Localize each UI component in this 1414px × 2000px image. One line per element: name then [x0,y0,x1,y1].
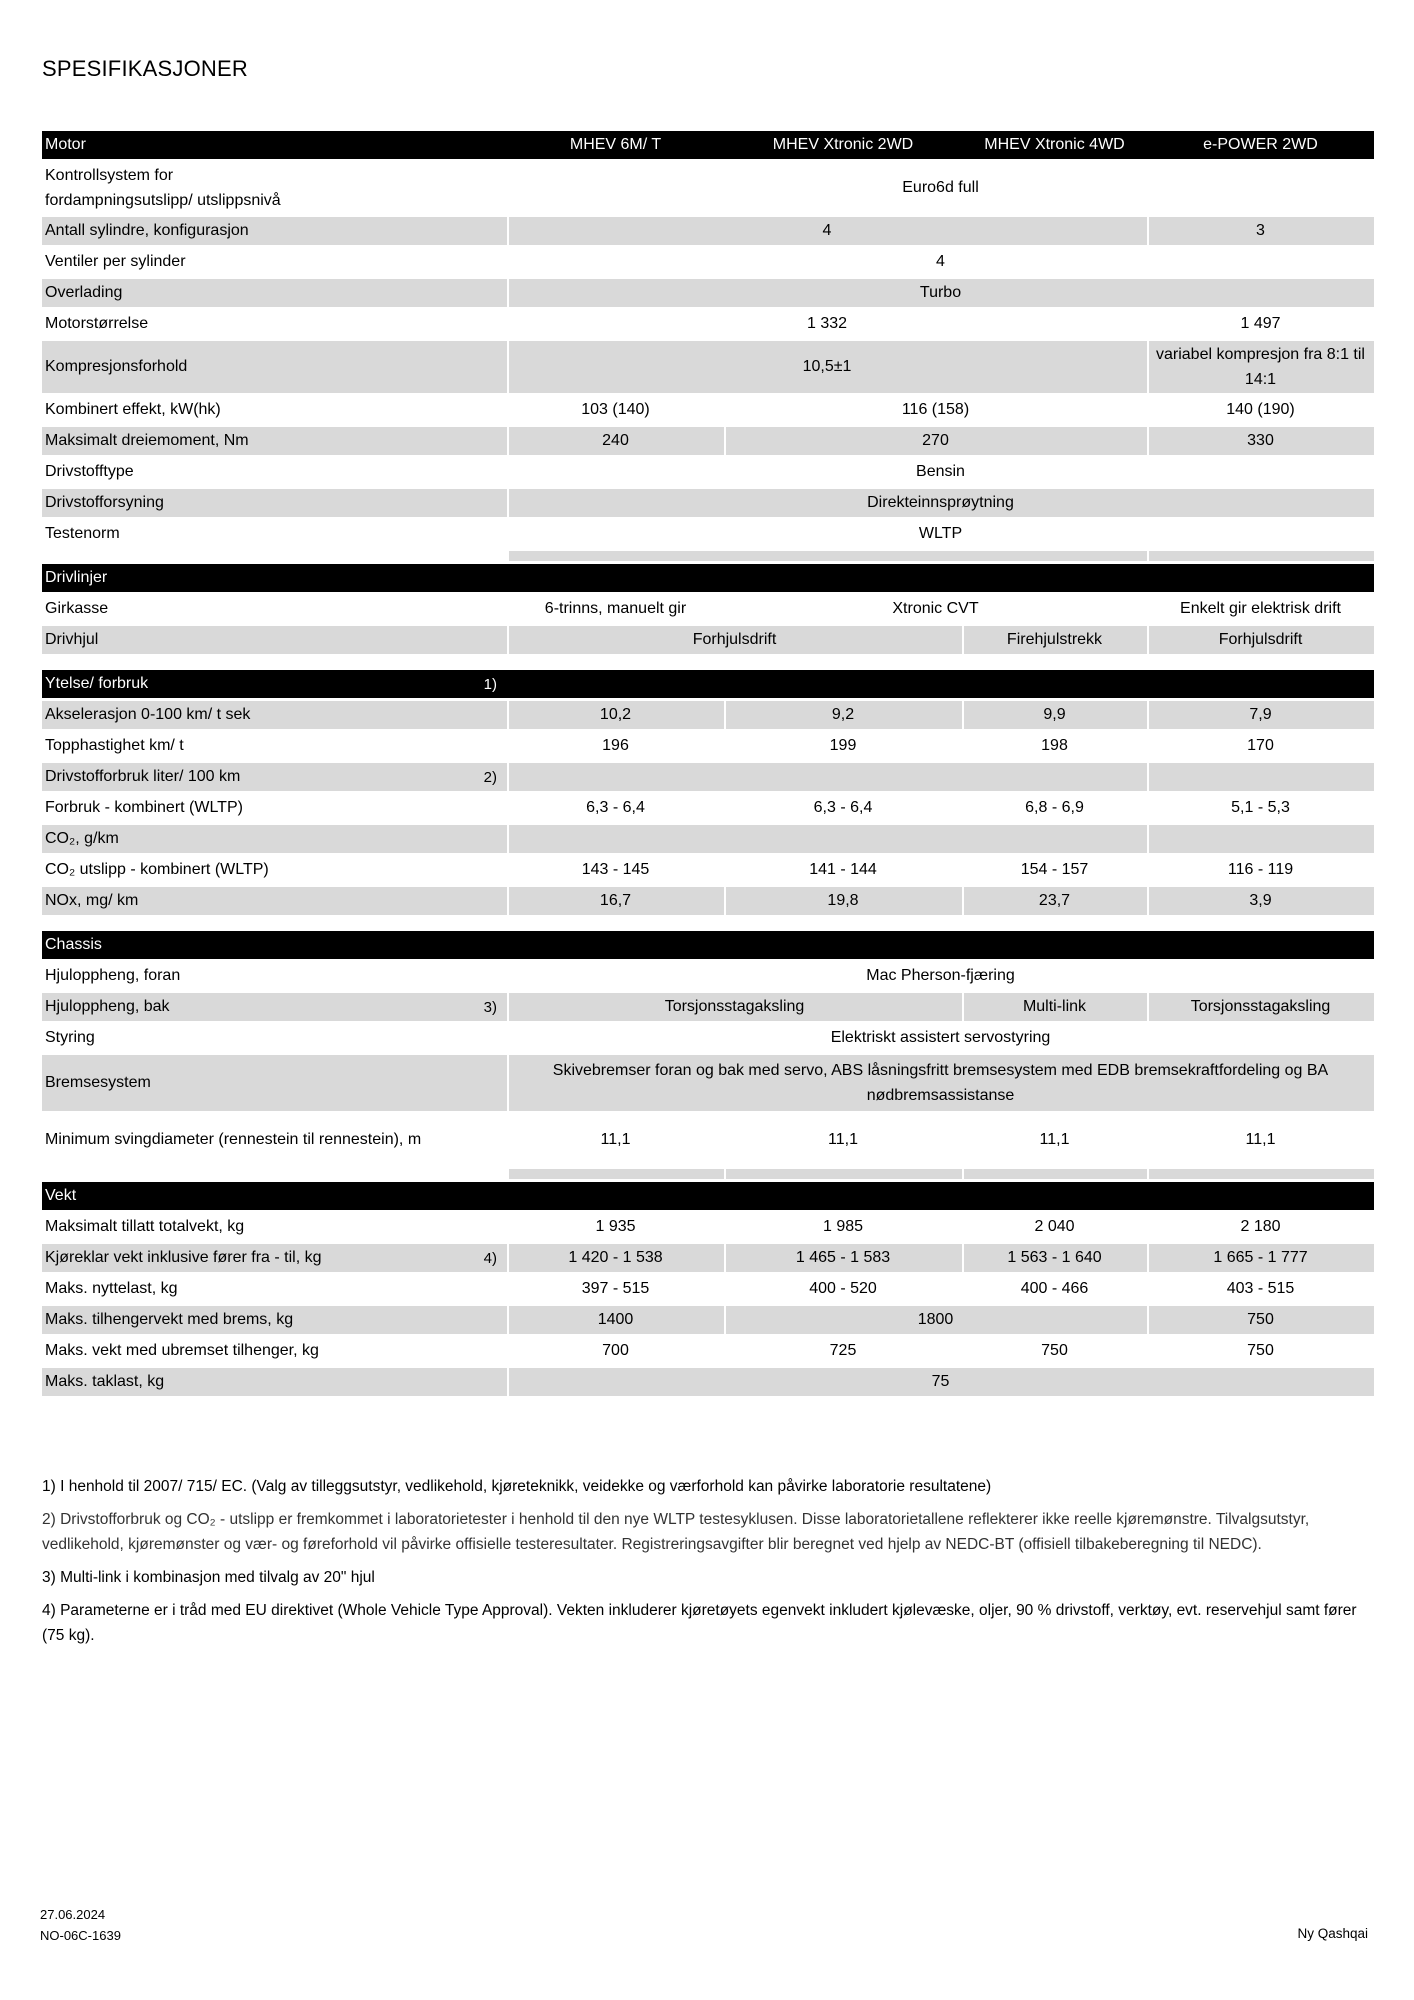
footnote-ref: 3) [472,993,507,1021]
cell-value: Enkelt gir elektrisk drift [1180,600,1341,617]
cell-value: 1 332 [806,315,848,332]
cell-value: 270 [724,427,1147,455]
cell-value: 750 [1247,1342,1274,1359]
cell-value: Multi-link [962,993,1147,1021]
cell-value: 700 [602,1342,629,1359]
row-label: NOx, mg/ km [42,887,507,915]
table-row [42,1306,1374,1334]
cell-value: 198 [1041,737,1068,754]
cell-value: 154 - 157 [1020,861,1089,878]
cell-value: 3 [1147,217,1374,245]
row-label: CO₂ utslipp - kombinert (WLTP) [45,861,269,878]
cell-value: Direkteinnsprøytning [507,489,1374,517]
column-header: e-POWER 2WD [1147,131,1374,159]
cell-value: 725 [829,1342,857,1359]
table-row [42,489,1374,517]
cell-value: 2 180 [1240,1218,1281,1235]
row-label: Kjøreklar vekt inklusive fører fra - til, kg [42,1244,472,1272]
spacer-row [42,918,1374,928]
table-row [42,1275,1374,1303]
cell-value: 11,1 [1039,1131,1070,1148]
footer-model: Ny Qashqai [1297,1926,1368,1941]
spec-table [42,128,1374,1399]
cell-value: 6-trinns, manuelt gir [544,600,687,617]
cell-value: 1 935 [595,1218,636,1235]
section-title: Drivlinjer [42,564,1374,592]
row-label: Maks. vekt med ubremset tilhenger, kg [45,1342,319,1359]
row-label: Drivstofftype [45,463,134,480]
cell-value: Xtronic CVT [892,600,979,617]
row-label: Testenorm [45,525,120,542]
row-label: Bremsesystem [42,1055,507,1111]
table-row [42,1213,1374,1241]
cell-value: 116 - 119 [1227,861,1294,878]
cell-value: 196 [602,737,629,754]
cell-value: 1800 [724,1306,1147,1334]
row-label: Girkasse [45,600,109,617]
table-row [42,794,1374,822]
cell-value: Bensin [916,463,965,480]
table-row [42,993,1374,1021]
cell-value: 5,1 - 5,3 [1231,799,1290,816]
cell-value: 1 497 [1240,315,1281,332]
column-header: MHEV 6M/ T [507,131,724,159]
row-label: Kompresjonsforhold [42,341,507,393]
footer-date: 27.06.2024 [40,1907,106,1922]
table-row [42,1114,1374,1166]
column-header: MHEV Xtronic 2WD [724,131,962,159]
cell-value: 750 [1041,1342,1068,1359]
cell-value: Firehjulstrekk [962,626,1147,654]
cell-value: 330 [1147,427,1374,455]
section-header-drivetrain [42,564,1374,592]
table-row [42,1244,1374,1272]
section-title: Chassis [42,931,1374,959]
spacer-row [42,1169,1374,1179]
table-row [42,427,1374,455]
row-label: Styring [45,1029,95,1046]
cell-value: Mac Pherson-fjæring [866,967,1015,984]
table-row [42,962,1374,990]
table-row [42,217,1374,245]
table-row [42,310,1374,338]
spacer-row [42,551,1374,561]
table-row [42,520,1374,548]
row-label: Hjuloppheng, bak [42,993,472,1021]
row-label: CO₂, g/km [42,825,507,853]
cell-value: 116 (158) [901,401,970,418]
cell-value: Skivebremser foran og bak med servo, ABS låsningsfritt bremsesystem med EDB bremsekraftfordeling og BA nødbremsassistanse [507,1055,1374,1111]
cell-value: 170 [1247,737,1274,754]
row-label: Minimum svingdiameter (rennestein til rennestein), m [45,1131,422,1148]
cell-value: Elektriskt assistert servostyring [830,1029,1051,1046]
cell-value: 10,2 [507,701,724,729]
row-label: Maks. nyttelast, kg [45,1280,178,1297]
footnote-4: 4) Parameterne er i tråd med EU direktivet (Whole Vehicle Type Approval). Vekten inkluderer kjøretøyets egenvekt inkludert kjølevæske, oljer, 90 % drivstoff, verktøy, evt. reservehjul samt fører (75 kg). [42,1602,1357,1644]
section-header-motor [42,131,1374,159]
table-row [42,1055,1374,1111]
footer-code: NO-06C-1639 [40,1928,121,1943]
page-title: SPESIFIKASJONER [42,56,248,81]
table-row [42,887,1374,915]
cell-value: 4 [936,253,945,270]
table-row [42,701,1374,729]
column-header: MHEV Xtronic 4WD [962,131,1147,159]
section-header-chassis [42,931,1374,959]
row-label: Drivstofforsyning [42,489,507,517]
cell-value: 16,7 [507,887,724,915]
section-title: Ytelse/ forbruk [42,670,472,698]
cell-value: 1 665 - 1 777 [1147,1244,1374,1272]
row-label: Drivhjul [42,626,507,654]
row-label: Maksimalt tillatt totalvekt, kg [45,1218,245,1235]
cell-value: 141 - 144 [809,861,877,878]
section-title: Motor [42,131,472,159]
cell-value: 199 [829,737,857,754]
row-label: Maksimalt dreiemoment, Nm [42,427,507,455]
cell-value: 403 - 515 [1226,1280,1295,1297]
table-row [42,626,1374,654]
footnote-ref: 1) [472,670,507,698]
cell-value: 1 465 - 1 583 [724,1244,962,1272]
row-label: Akselerasjon 0-100 km/ t sek [42,701,507,729]
row-label: Maks. taklast, kg [42,1368,507,1396]
table-row [42,248,1374,276]
cell-value: 11,1 [828,1131,858,1148]
table-row [42,162,1374,214]
cell-value: 2 040 [1034,1218,1075,1235]
section-title: Vekt [42,1182,1374,1210]
spacer-row [42,657,1374,667]
footnote-1: 1) I henhold til 2007/ 715/ EC. (Valg av tilleggsutstyr, vedlikehold, kjøreteknikk, veidekke og værforhold kan påvirke laboratorie resultatene) [42,1478,992,1495]
cell-value: 75 [507,1368,1374,1396]
cell-value: 1 420 - 1 538 [507,1244,724,1272]
cell-value: Forhjulsdrift [1147,626,1374,654]
row-label: Kontrollsystem for fordampningsutslipp/ utslippsnivå [45,167,281,209]
cell-value: 6,3 - 6,4 [813,799,873,816]
cell-value: 7,9 [1147,701,1374,729]
row-label: Motorstørrelse [45,315,149,332]
row-label: Ventiler per sylinder [45,253,186,270]
cell-value: 1 563 - 1 640 [962,1244,1147,1272]
table-row [42,732,1374,760]
cell-value: 11,1 [600,1131,631,1148]
cell-value: Torsjonsstagaksling [507,993,962,1021]
table-row [42,856,1374,884]
row-label: Hjuloppheng, foran [45,967,181,984]
cell-value: 11,1 [1245,1131,1276,1148]
footnote-3: 3) Multi-link i kombinasjon med tilvalg av 20" hjul [42,1569,375,1586]
table-row [42,1337,1374,1365]
footnote-ref: 4) [472,1244,507,1272]
cell-value: 23,7 [962,887,1147,915]
table-row [42,1024,1374,1052]
footnote-ref: 2) [472,763,507,791]
cell-value: 1400 [507,1306,724,1334]
row-label: Kombinert effekt, kW(hk) [45,401,221,418]
section-header-performance [42,670,1374,698]
cell-value: Euro6d full [902,179,979,196]
section-header-weight [42,1182,1374,1210]
cell-value: Forhjulsdrift [507,626,962,654]
cell-value: 400 - 466 [1020,1280,1089,1297]
cell-value: 140 (190) [1226,401,1295,418]
cell-value: Turbo [507,279,1374,307]
cell-value: 19,8 [724,887,962,915]
cell-value: 400 - 520 [809,1280,877,1297]
footer-meta [40,1904,121,1946]
cell-value: 750 [1147,1306,1374,1334]
cell-value: 240 [507,427,724,455]
cell-value: 3,9 [1147,887,1374,915]
cell-value: 9,9 [962,701,1147,729]
table-row [42,595,1374,623]
table-row [42,825,1374,853]
cell-value: 1 985 [822,1218,864,1235]
cell-value: 143 - 145 [581,861,650,878]
table-row [42,341,1374,393]
cell-value: variabel kompresjon fra 8:1 til 14:1 [1147,341,1374,393]
cell-value: 9,2 [724,701,962,729]
table-row [42,396,1374,424]
cell-value: 103 (140) [581,401,650,418]
row-label: Overlading [42,279,507,307]
row-label: Antall sylindre, konfigurasjon [42,217,507,245]
table-row [42,279,1374,307]
row-label: Forbruk - kombinert (WLTP) [45,799,243,816]
table-row [42,763,1374,791]
row-label: Maks. tilhengervekt med brems, kg [42,1306,507,1334]
footnote-2: 2) Drivstofforbruk og CO₂ - utslipp er fremkommet i laboratorietester i henhold til den nye WLTP testesyklusen. Disse laboratorietallene reflekterer ikke reelle kjøremønstre. Tilvalgsutstyr, vedlikehold, kjøremønster og vær- og føreforhold vil påvirke offisielle testeresultater. Registreringsavgifter blir beregnet ved hjelp av NEDC-BT (offisiell tilbakeberegning til NEDC). [42,1511,1310,1553]
cell-value: 397 - 515 [581,1280,650,1297]
cell-value: Torsjonsstagaksling [1147,993,1374,1021]
table-row [42,458,1374,486]
cell-value: 6,8 - 6,9 [1025,799,1084,816]
cell-value: 6,3 - 6,4 [586,799,645,816]
cell-value: 10,5±1 [507,341,1147,393]
cell-value: 4 [507,217,1147,245]
table-row [42,1368,1374,1396]
cell-value: WLTP [918,525,963,542]
row-label: Topphastighet km/ t [45,737,184,754]
row-label: Drivstofforbruk liter/ 100 km [42,763,472,791]
footnotes [42,1474,1382,1656]
